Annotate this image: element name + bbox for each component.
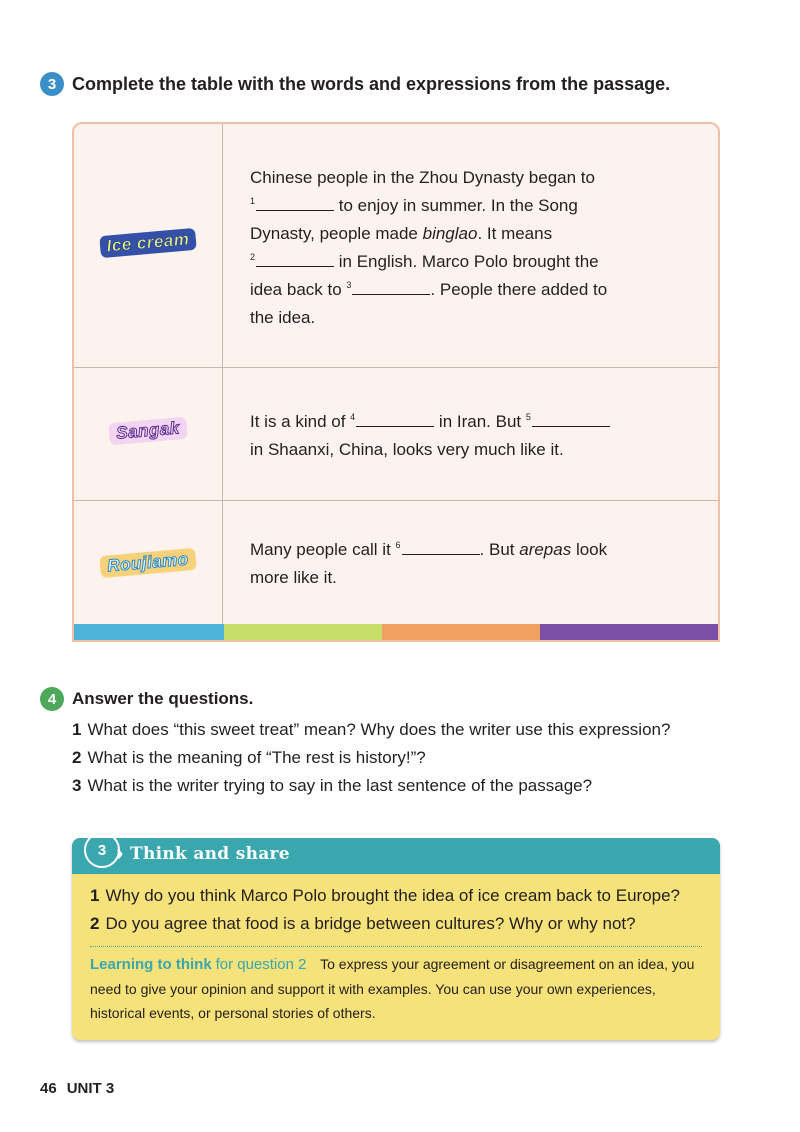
row-divider xyxy=(74,367,718,368)
blank-number: 5 xyxy=(525,412,531,422)
unit-label: UNIT 3 xyxy=(66,1080,115,1097)
table-row-3-text: Many people call it $^6$ . But arepas look more like it. xyxy=(250,536,690,592)
think-and-share-box xyxy=(72,838,720,1040)
blank-number: 2 xyxy=(250,252,256,262)
page-footer xyxy=(40,1080,114,1097)
page-number: 46 xyxy=(40,1080,57,1097)
blank-number: 4 xyxy=(350,412,356,422)
food-label-ice-cream: Ice cream xyxy=(73,226,222,261)
think-share-questions xyxy=(90,882,680,938)
blank-6[interactable] xyxy=(402,537,480,555)
table-row-1-text: Chinese people in the Zhou Dynasty began to $^1$ to enjoy in summer. In the Song Dynasty, people made binglao. It means $^2$ in English. Marco Polo brought the idea back to $^3$ . People there added to the idea. xyxy=(250,168,608,327)
think-share-number-icon: 3 xyxy=(84,838,120,868)
exercise-number-badge: 4 xyxy=(40,687,64,711)
table-row-2-text: It is a kind of $^4$ in Iran. But $^5$ in Shaanxi, China, looks very much like it. xyxy=(250,408,690,464)
learning-to-think-tip: Learning to think for question 2 To express your agreement or disagreement on an idea, you need to give your opinion and support it with examples. You can use your own experiences, historical events, or personal stories of others. xyxy=(90,956,695,1021)
blank-5[interactable] xyxy=(532,409,610,427)
list-item: 2 Do you agree that food is a bridge between cultures? Why or why not? xyxy=(90,914,636,933)
column-divider xyxy=(222,124,223,628)
chevron-right-icon: › xyxy=(116,840,124,865)
blank-number: 6 xyxy=(395,540,401,550)
blank-number: 3 xyxy=(346,280,352,290)
fill-in-table xyxy=(72,122,720,642)
strip-segment xyxy=(74,624,224,640)
blank-3[interactable] xyxy=(352,277,430,295)
blank-1[interactable] xyxy=(256,193,334,211)
exercise-4-title: 4 Answer the questions. xyxy=(40,687,253,711)
exercise-3-instruction: Complete the table with the words and expressions from the passage. xyxy=(72,73,671,94)
strip-segment xyxy=(224,624,382,640)
list-item: 1 What does “this sweet treat” mean? Why does the writer use this expression? xyxy=(72,720,671,739)
food-label-roujiamo: Roujiamo xyxy=(73,546,222,581)
exercise-number-badge: 3 xyxy=(40,72,64,96)
food-label-sangak: Sangak xyxy=(73,414,222,449)
list-item: 1 Why do you think Marco Polo brought the idea of ice cream back to Europe? xyxy=(90,886,681,905)
dotted-divider xyxy=(90,946,702,947)
question-list xyxy=(72,716,670,800)
list-item: 2 What is the meaning of “The rest is history!”? xyxy=(72,748,426,767)
exercise-3-title xyxy=(40,72,670,96)
think-and-share-title: Think and share xyxy=(130,844,290,864)
blank-4[interactable] xyxy=(356,409,434,427)
list-item: 3 What is the writer trying to say in the last sentence of the passage? xyxy=(72,776,593,795)
strip-segment xyxy=(382,624,540,640)
blank-number: 1 xyxy=(250,196,256,206)
color-strip xyxy=(74,624,718,640)
row-divider xyxy=(74,500,718,501)
strip-segment xyxy=(540,624,718,640)
blank-2[interactable] xyxy=(256,249,334,267)
